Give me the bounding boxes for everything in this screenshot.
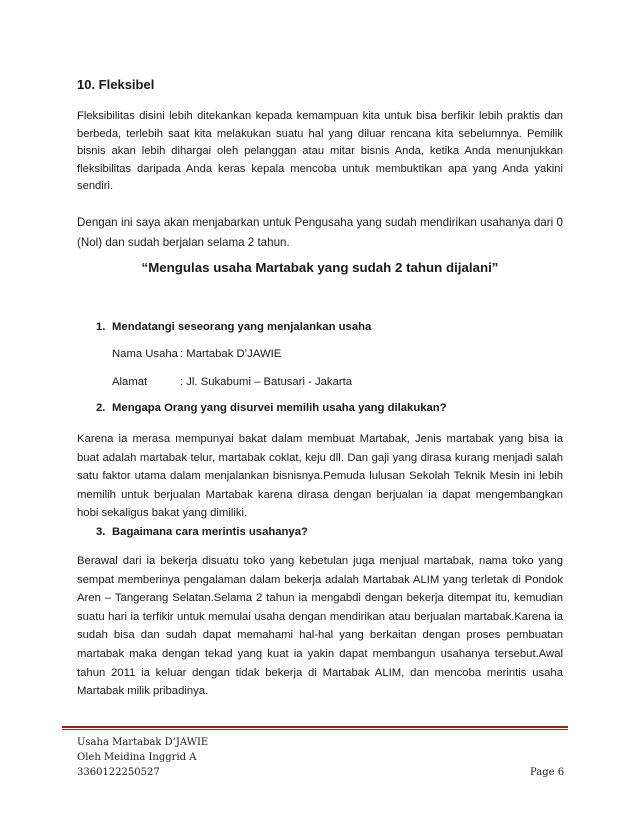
footer-line: Usaha Martabak D’JAWIE [77, 737, 209, 748]
item-question: Bagaimana cara merintis usahanya? [112, 526, 308, 538]
answer-paragraph: Berawal dari ia bekerja disuatu toko yang kebetulan juga menjual martabak, nama toko yang sempat memberinya pengalaman dalam bekerja adalah Martabak ALIM yang terletak di Pondok Aren – Tangerang Selatan.Selama 2 tahun ia mengabdi dengan bekerja ditempat itu, kemudian suatu hari ia terfikir untuk memulai usaha dengan mendirikan atau berjualan martabak.Karena ia sudah bisa dan sudah dapat memahami hal-hal yang berkaitan dengan proses pembuatan martabak maka dengan tekad yang kuat ia yakin dapat membangun usahanya tersebut.Awal tahun 2011 ia keluar dengan tidak bekerja di Martabak ALIM, dan mencoba merintis usaha Martabak milik pribadinya. [77, 555, 563, 698]
item-number: 2. [96, 402, 106, 414]
business-name-value: : Martabak D’JAWIE [180, 348, 282, 360]
item-number: 3. [96, 526, 106, 538]
footer-line: Oleh Meidina Inggrid A [77, 752, 197, 763]
answer-paragraph: Karena ia merasa mempunyai bakat dalam membuat Martabak, Jenis martabak yang bisa ia buat adalah martabak telur, martabak coklat, keju dll. Dan gaji yang dirasa kurang menjadi salah satu faktor utama dalam menjalankan bisnisnya.Pemuda lulusan Sekolah Teknik Mesin ini lebih memilih untuk berjualan Martabak karena dirasa dengan berjualan ia dapat mengembangkan hobi sekaligus bakat yang dimiliki. [77, 433, 563, 520]
business-address-label: Alamat [112, 376, 148, 388]
item-number: 1. [96, 321, 106, 333]
section-heading: 10. Fleksibel [77, 77, 155, 92]
business-name-label: Nama Usaha [112, 348, 178, 360]
footer-line: 3360122250527 [77, 767, 160, 778]
page-number: Page 6 [530, 767, 565, 778]
item-question: Mendatangi seseorang yang menjalankan usaha [112, 321, 372, 333]
document-title: “Mengulas usaha Martabak yang sudah 2 tahun dijalani” [141, 260, 499, 275]
business-address-value: : Jl. Sukabumi – Batusari - Jakarta [180, 376, 353, 388]
footer-divider [62, 726, 568, 728]
section-paragraph: Fleksibilitas disini lebih ditekankan kepada kemampuan kita untuk bisa berfikir lebih praktis dan berbeda, terlebih saat kita melakukan suatu hal yang diluar rencana kita sebelumnya. Pemilik bisnis akan lebih dihargai oleh pelanggan atau mitar bisnis Anda, ketika Anda menunjukkan fleksibilitas daripada Anda keras kepala mencoba untuk membuktikan apa yang Anda yakini sendiri. [77, 110, 563, 192]
footer-divider-thin [62, 729, 568, 730]
item-question: Mengapa Orang yang disurvei memilih usaha yang dilakukan? [112, 402, 447, 414]
intro-paragraph: Dengan ini saya akan menjabarkan untuk Pengusaha yang sudah mendirikan usahanya dari 0 (Nol) dan sudah berjalan selama 2 tahun. [77, 216, 563, 249]
